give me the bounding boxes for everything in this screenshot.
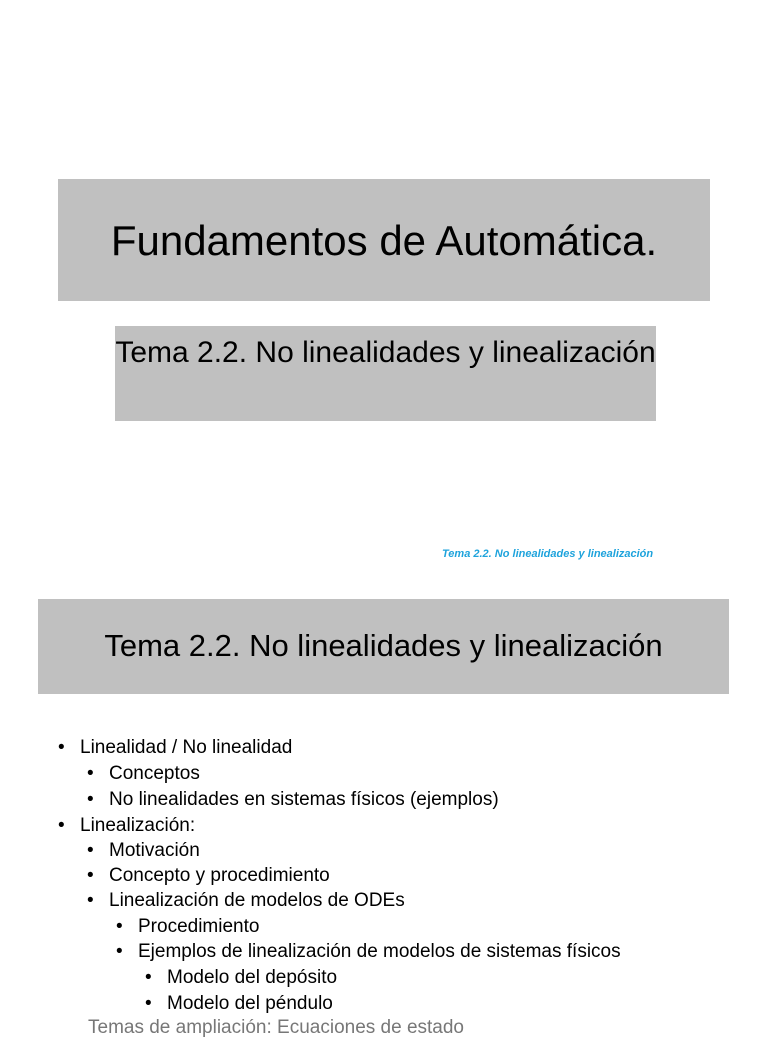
outline-item: • Linealidad / No linealidad <box>58 737 293 758</box>
bullet-icon: • <box>145 967 152 988</box>
slide1-subtitle-box <box>115 326 656 421</box>
slide2-title-box <box>38 599 729 694</box>
bullet-icon: • <box>87 865 94 886</box>
bullet-icon: • <box>87 763 94 784</box>
bullet-icon: • <box>116 941 123 962</box>
outline-item: • Ejemplos de linealización de modelos de sistemas físicos <box>116 941 621 962</box>
outline-item: • Motivación <box>87 840 200 861</box>
bullet-icon: • <box>145 993 152 1014</box>
slide1-title: Fundamentos de Automática. <box>110 217 658 264</box>
bullet-icon: • <box>87 789 94 810</box>
outline-item: • Conceptos <box>87 763 200 784</box>
outline-item: • Modelo del depósito <box>145 967 338 988</box>
outline-item: • Procedimiento <box>116 916 260 937</box>
outline-item: Temas de ampliación: Ecuaciones de estado <box>88 1017 465 1038</box>
bullet-icon: • <box>58 815 65 836</box>
bullet-icon: • <box>116 916 123 937</box>
slide2-running-header: Tema 2.2. No linealidades y linealización <box>442 548 654 560</box>
slide1-title-box <box>58 179 710 301</box>
slide1-subtitle: Tema 2.2. No linealidades y linealización <box>115 336 656 369</box>
outline-item: • Linealización: <box>58 815 196 836</box>
bullet-icon: • <box>58 737 65 758</box>
bullet-icon: • <box>87 840 94 861</box>
slide2-title: Tema 2.2. No linealidades y linealización <box>104 628 663 663</box>
outline-item: • Modelo del péndulo <box>145 993 333 1014</box>
outline-item: • Concepto y procedimiento <box>87 865 330 886</box>
bullet-icon: • <box>87 890 94 911</box>
outline-item: • Linealización de modelos de ODEs <box>87 890 405 911</box>
outline-item: • No linealidades en sistemas físicos (ejemplos) <box>87 789 499 810</box>
